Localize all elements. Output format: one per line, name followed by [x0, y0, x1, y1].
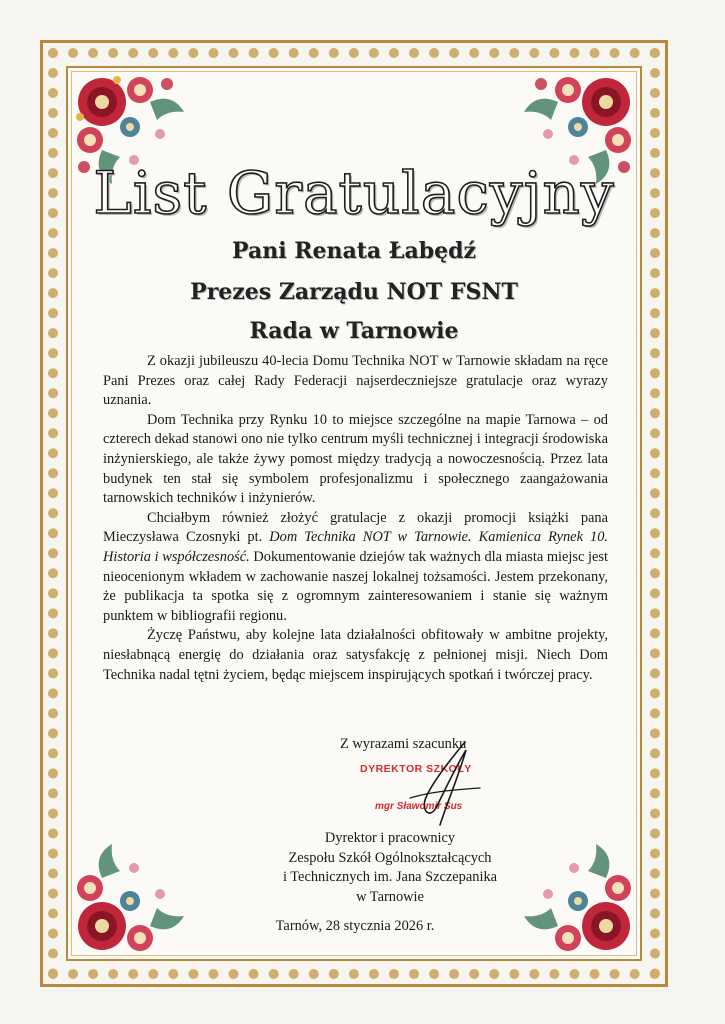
stamp-title: DYREKTOR SZKOŁY — [360, 763, 472, 775]
closing-phrase: Z wyrazami szacunku — [340, 736, 467, 752]
sender-block — [270, 829, 510, 907]
paragraph-3 — [103, 509, 608, 627]
recipient-organization: Rada w Tarnowie — [249, 318, 459, 344]
paragraph-1: Z okazji jubileuszu 40-lecia Domu Technika NOT w Tarnowie składam na ręce Pani Prezes oraz całej Rady Federacji najserdeczniejsze gratulacje oraz wyrazy uznania. — [103, 353, 608, 409]
sender-line-4: w Tarnowie — [356, 888, 424, 905]
place-and-date: Tarnów, 28 stycznia 2026 r. — [275, 918, 435, 934]
letter-body — [103, 352, 608, 685]
floral-corner-ornament-bottom-left — [72, 826, 202, 956]
paragraph-4: Życzę Państwu, aby kolejne lata działalności obfitowały w ambitne projekty, niesłabnącą energię do działania oraz satysfakcję z pełnionej misji. Niech Dom Technika nadal tętni życiem, będąc miejscem inspirujących spotkań i twórczej pracy. — [103, 627, 608, 683]
recipient-position: Prezes Zarządu NOT FSNT — [190, 279, 518, 305]
sender-line-1: Dyrektor i pracownicy — [324, 830, 456, 846]
sender-line-2: Zespołu Szkół Ogólnokształcących — [288, 849, 492, 866]
recipient-name: Pani Renata Łabędź — [232, 238, 476, 264]
paragraph-3-start: Chciałbym również złożyć gratulacje z okazji promocji książki pana Mieczysława Czosnyki pt. — [103, 509, 608, 546]
book-title: Dom Technika NOT w Tarnowie. Kamienica Rynek 10. Historia i współczesność. — [103, 529, 608, 565]
paragraph-2: Dom Technika przy Rynku 10 to miejsce szczególne na mapie Tarnowa – od czterech dekad stanowi ono nie tylko centrum myśli technicznej i integracji środowiska inżynierskiego, ale także żywy pomost między tradycją a nowoczesnością. Przez lata budynek ten stał się symbolem profesjonalizmu i społecznego zaangażowania tarnowskich techników i inżynierów. — [103, 411, 608, 507]
stamp-name: mgr Sławomir Sus — [375, 801, 463, 812]
document-title: List Gratulacyjny — [93, 159, 615, 227]
handwritten-signature — [370, 730, 520, 830]
floral-corner-ornament-bottom-right — [506, 826, 636, 956]
sender-line-3: i Technicznych im. Jana Szczepanika — [282, 869, 498, 885]
paragraph-3-end: Dokumentowanie dziejów tak ważnych dla miasta miejsc jest nieocenionym wkładem w zachowanie naszej lokalnej tożsamości. Jestem przekonany, że publikacja ta spotka się z ogromnym zainteresowaniem i stanie się ważnym punktem w bibliografii regionu. — [103, 548, 608, 624]
